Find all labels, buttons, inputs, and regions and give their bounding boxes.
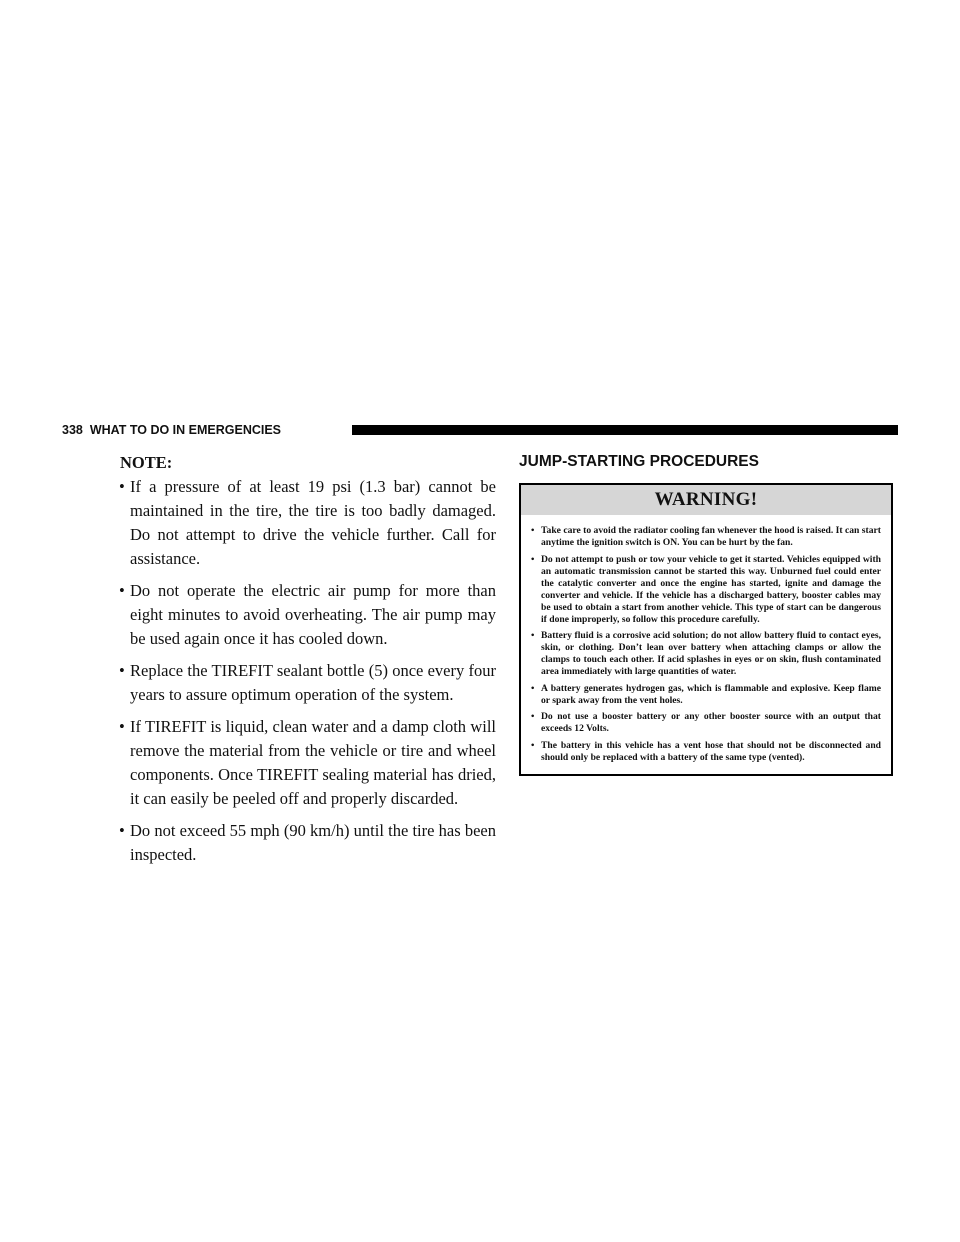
- jump-start-column: [519, 452, 897, 776]
- bullet-icon: •: [119, 581, 125, 600]
- note-item: [120, 579, 496, 651]
- warning-item-text: The battery in this vehicle has a vent hose that should not be disconnected and should only be replaced with a battery of the same type (vented).: [541, 739, 881, 763]
- note-item-text: Do not operate the electric air pump for more than eight minutes to avoid overheating. The air pump may be used again once it has cooled down.: [130, 581, 496, 648]
- note-item: [120, 659, 496, 707]
- note-item-text: Do not exceed 55 mph (90 km/h) until the tire has been inspected.: [130, 821, 496, 864]
- section-title: JUMP-STARTING PROCEDURES: [519, 453, 759, 470]
- warning-item: [531, 630, 881, 678]
- note-item-text: Replace the TIREFIT sealant bottle (5) once every four years to assure optimum operation of the system.: [130, 661, 496, 704]
- warning-item: [531, 525, 881, 549]
- bullet-icon: •: [119, 821, 125, 840]
- note-item: [120, 475, 496, 571]
- bullet-icon: •: [531, 630, 535, 641]
- note-list: [120, 475, 496, 867]
- page-header: [62, 422, 898, 438]
- bullet-icon: •: [531, 682, 535, 694]
- warning-title: WARNING!: [521, 485, 891, 515]
- bullet-icon: •: [531, 739, 535, 751]
- header-rule: [352, 425, 898, 435]
- warning-box: [519, 483, 893, 776]
- warning-list: [521, 515, 891, 774]
- bullet-icon: •: [119, 661, 125, 680]
- bullet-icon: •: [531, 553, 535, 565]
- warning-item-text: Do not use a booster battery or any other booster source with an output that exceeds 12 Volts.: [541, 711, 881, 734]
- warning-item-text: Battery fluid is a corrosive acid solution; do not allow battery fluid to contact eyes, skin, or clothing. Don’t lean over battery when attaching clamps or allow the clamps to touch each other. If acid splashes in eyes or on skin, flush contaminated area immediately with large quantities of water.: [541, 630, 881, 677]
- warning-item-text: A battery generates hydrogen gas, which is flammable and explosive. Keep flame or spark away from the vent holes.: [541, 682, 881, 706]
- warning-item: [531, 683, 881, 707]
- warning-item: [531, 740, 881, 764]
- bullet-icon: •: [119, 717, 125, 736]
- warning-item-text: Do not attempt to push or tow your vehicle to get it started. Vehicles equipped with an automatic transmission cannot be started this way. Unburned fuel could enter the catalytic converter and once the engine has started, ignite and damage the converter and vehicle. If the vehicle has a discharged battery, booster cables may be used to obtain a start from another vehicle. This type of start can be dangerous if done improperly, so follow this procedure carefully.: [541, 553, 881, 625]
- note-item: [120, 715, 496, 811]
- note-label: NOTE:: [120, 453, 173, 472]
- header-text: [62, 422, 287, 438]
- warning-item-text: Take care to avoid the radiator cooling fan whenever the hood is raised. It can start anytime the ignition switch is ON. You can be hurt by the fan.: [541, 525, 881, 548]
- note-item-text: If a pressure of at least 19 psi (1.3 bar) cannot be maintained in the tire, the tire is too badly damaged. Do not attempt to drive the vehicle further. Call for assistance.: [130, 477, 496, 568]
- bullet-icon: •: [531, 711, 535, 722]
- bullet-icon: •: [531, 525, 535, 536]
- note-column: [120, 452, 496, 875]
- note-item-text: If TIREFIT is liquid, clean water and a damp cloth will remove the material from the vehicle or tire and wheel components. Once TIREFIT sealing material has dried, it can easily be peeled off and properly discarded.: [130, 717, 496, 808]
- warning-item: [531, 711, 881, 735]
- page-number: 338: [62, 423, 83, 437]
- section-name: WHAT TO DO IN EMERGENCIES: [89, 423, 282, 437]
- warning-item: [531, 554, 881, 626]
- bullet-icon: •: [119, 477, 125, 496]
- note-item: [120, 819, 496, 867]
